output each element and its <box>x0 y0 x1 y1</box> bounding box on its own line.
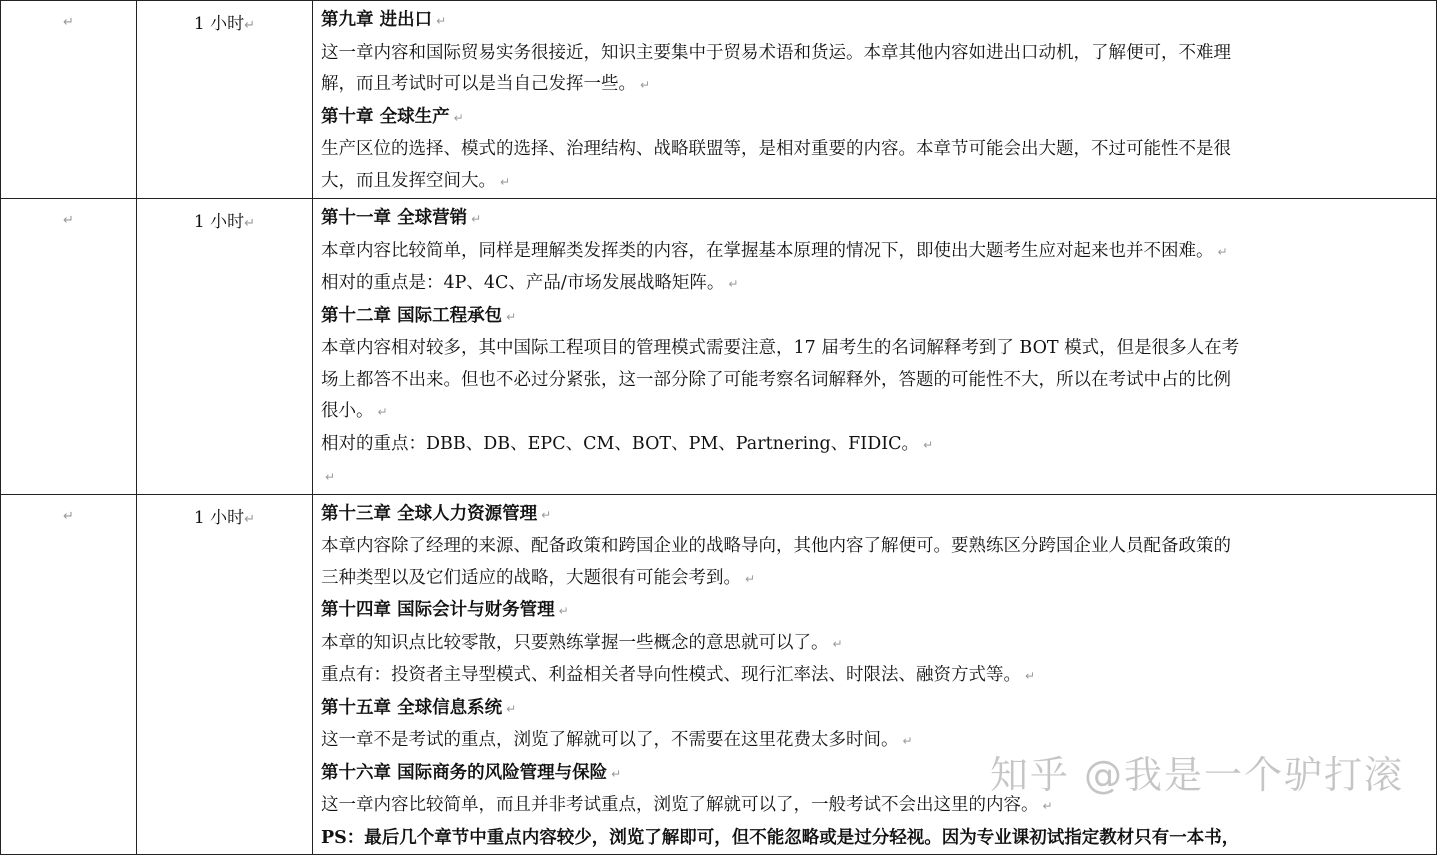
body-text-line <box>321 38 1430 70</box>
paragraph-mark-icon: ↵ <box>558 604 569 618</box>
paragraph-mark-icon: ↵ <box>500 174 511 189</box>
paragraph-mark-icon: ↵ <box>436 14 447 28</box>
paragraph-mark-icon: ↵ <box>611 766 622 781</box>
chapter-heading <box>321 5 1430 38</box>
body-text-line <box>321 563 1430 596</box>
chapter-heading <box>321 499 1430 532</box>
body-text-line <box>321 365 1430 397</box>
time-label: 1 小时 <box>193 212 245 232</box>
body-text-line <box>321 333 1430 365</box>
line-text: 这一章不是考试的重点，浏览了解就可以了，不需要在这里花费太多时间。 <box>321 730 899 750</box>
body-text-line <box>321 790 1430 823</box>
body-text-line <box>321 69 1430 102</box>
line-text: 本章的知识点比较零散，只要熟练掌握一些概念的意思就可以了。 <box>321 632 829 653</box>
line-text: 三种类型以及它们适应的战略，大题很有可能会考到。 <box>321 567 741 588</box>
line-text: 第十一章 全球营销 <box>321 208 468 228</box>
line-text: 第九章 进出口 <box>321 10 433 30</box>
line-text: 场上都答不出来。但也不必过分紧张，这一部分除了可能考察名词解释外，答题的可能性不大，所以在考试中占的比例 <box>321 369 1231 390</box>
line-text: 第十四章 国际会计与财务管理 <box>321 600 555 620</box>
paragraph-mark-icon: ↵ <box>1042 799 1053 813</box>
body-text-line <box>321 429 1430 462</box>
paragraph-mark-icon: ↵ <box>244 216 256 231</box>
line-text: 第十三章 全球人力资源管理 <box>321 503 538 524</box>
body-text-line <box>321 461 1430 494</box>
paragraph-mark-icon: ↵ <box>923 437 934 452</box>
chapter-heading <box>321 595 1430 628</box>
line-text: 重点有：投资者主导型模式、利益相关者导向性模式、现行汇率法、时限法、融资方式等。 <box>321 665 1021 685</box>
paragraph-mark-icon: ↵ <box>1217 244 1228 259</box>
line-text: 大，而且发挥空间大。 <box>321 170 496 191</box>
body-text-line <box>321 236 1430 269</box>
paragraph-mark-icon: ↵ <box>902 734 913 748</box>
content-cell[interactable] <box>313 1 1437 199</box>
paragraph-mark-icon: ↵ <box>63 213 74 228</box>
line-text: 本章内容除了经理的来源、配备政策和跨国企业的战略导向，其他内容了解便可。要熟练区分跨国企业人员配备政策的 <box>321 536 1231 556</box>
paragraph-mark-icon: ↵ <box>728 277 739 291</box>
body-text-line <box>321 725 1430 758</box>
table-row <box>1 199 1437 495</box>
line-text: 相对的重点：DBB、DB、EPC、CM、BOT、PM、Partnering、FIDIC。 <box>321 433 920 454</box>
body-text-line <box>321 628 1430 661</box>
paragraph-mark-icon: ↵ <box>63 15 74 30</box>
time-cell[interactable] <box>137 494 313 855</box>
time-cell[interactable] <box>137 1 313 199</box>
line-text: 第十二章 国际工程承包 <box>321 305 503 326</box>
chapter-heading <box>321 823 1430 855</box>
line-text: 第十六章 国际商务的风险管理与保险 <box>321 762 608 783</box>
empty-cell[interactable] <box>1 494 137 855</box>
time-label: 1 小时 <box>193 507 245 528</box>
line-text: 本章内容比较简单，同样是理解类发挥类的内容，在掌握基本原理的情况下，即使出大题考生应对起来也并不困难。 <box>321 240 1214 261</box>
line-text: 相对的重点是：4P、4C、产品/市场发展战略矩阵。 <box>321 273 725 293</box>
content-cell[interactable] <box>313 494 1437 855</box>
empty-cell[interactable] <box>1 199 137 495</box>
paragraph-mark-icon: ↵ <box>471 212 482 226</box>
paragraph-mark-icon: ↵ <box>506 309 517 324</box>
body-text-line <box>321 660 1430 693</box>
line-text: 这一章内容和国际贸易实务很接近，知识主要集中于贸易术语和货运。本章其他内容如进出口动机，了解便可，不难理 <box>321 42 1231 63</box>
chapter-heading <box>321 693 1430 726</box>
table-body <box>1 1 1437 855</box>
paragraph-mark-icon: ↵ <box>377 405 388 419</box>
paragraph-mark-icon: ↵ <box>832 636 843 651</box>
paragraph-mark-icon: ↵ <box>244 511 256 527</box>
body-text-line <box>321 268 1430 301</box>
line-text: 很小。 <box>321 401 374 421</box>
time-cell[interactable] <box>137 199 313 495</box>
chapter-heading <box>321 203 1430 236</box>
line-text: 生产区位的选择、模式的选择、治理结构、战略联盟等，是相对重要的内容。本章节可能会出大题，不过可能性不是很 <box>321 139 1231 159</box>
time-label: 1 小时 <box>193 14 245 34</box>
content-cell[interactable] <box>313 199 1437 495</box>
line-text: 第十五章 全球信息系统 <box>321 697 503 718</box>
chapter-heading <box>321 102 1430 135</box>
chapter-heading <box>321 758 1430 791</box>
table-row <box>1 494 1437 855</box>
line-text: 这一章内容比较简单，而且并非考试重点，浏览了解就可以了，一般考试不会出这里的内容。 <box>321 795 1039 815</box>
table-row <box>1 1 1437 199</box>
body-text-line <box>321 166 1430 199</box>
body-text-line <box>321 531 1430 563</box>
paragraph-mark-icon: ↵ <box>63 508 74 524</box>
body-text-line <box>321 134 1430 166</box>
paragraph-mark-icon: ↵ <box>325 470 336 484</box>
paragraph-mark-icon: ↵ <box>745 571 756 586</box>
paragraph-mark-icon: ↵ <box>506 701 517 716</box>
empty-cell[interactable] <box>1 1 137 199</box>
paragraph-mark-icon: ↵ <box>640 78 651 92</box>
line-text: PS：最后几个章节中重点内容较少，浏览了解即可，但不能忽略或是过分轻视。因为专业课初试指定教材只有一本书， <box>321 827 1240 848</box>
chapter-heading <box>321 301 1430 334</box>
line-text: 解，而且考试时可以是当自己发挥一些。 <box>321 74 636 94</box>
paragraph-mark-icon: ↵ <box>541 507 552 522</box>
paragraph-mark-icon: ↵ <box>453 110 464 125</box>
line-text: 本章内容相对较多，其中国际工程项目的管理模式需要注意，17 届考生的名词解释考到了 BOT 模式，但是很多人在考 <box>321 338 1240 358</box>
watermark: 知乎 @我是一个驴打滚 <box>989 753 1404 797</box>
paragraph-mark-icon: ↵ <box>244 18 256 33</box>
paragraph-mark-icon: ↵ <box>1025 669 1036 683</box>
line-text: 第十章 全球生产 <box>321 106 450 127</box>
body-text-line <box>321 396 1430 429</box>
